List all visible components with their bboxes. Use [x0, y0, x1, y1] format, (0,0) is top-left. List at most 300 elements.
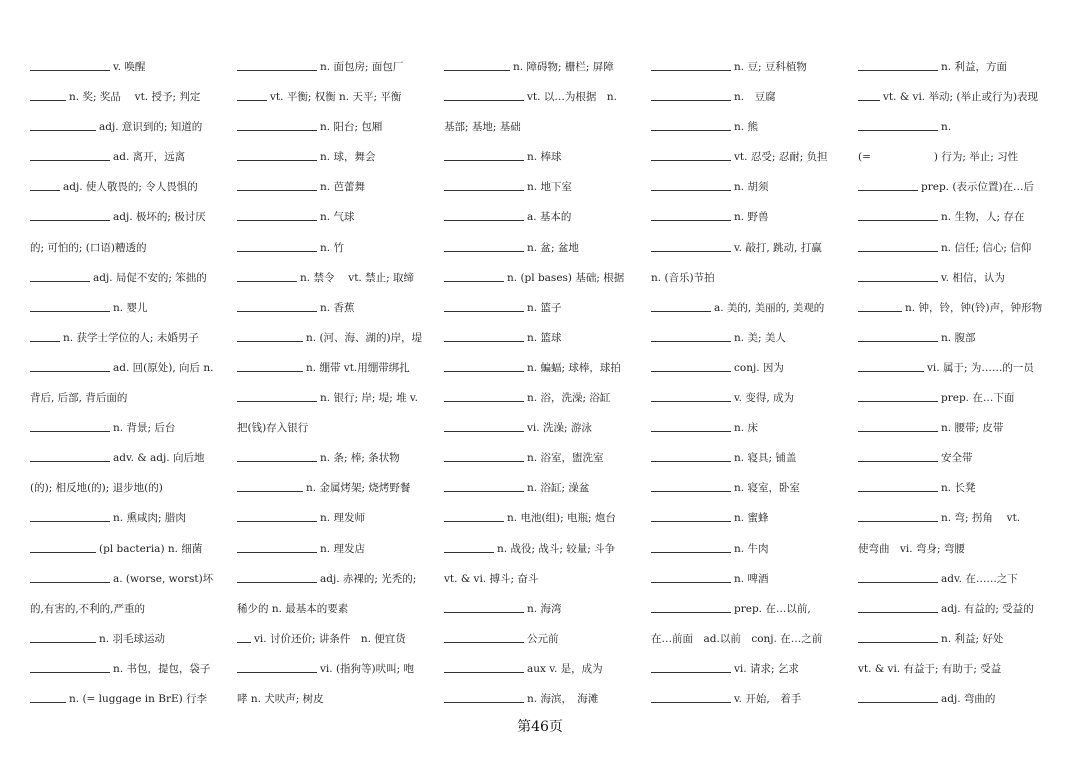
entry-definition: n. 获学士学位的人; 未婚男子 — [63, 331, 199, 344]
answer-blank — [651, 159, 731, 161]
entry-definition: 哮 n. 犬吠声; 树皮 — [237, 692, 324, 705]
entry-definition: vi. 属于; 为……的一员 — [927, 361, 1034, 374]
vocab-entry — [30, 473, 244, 503]
entry-definition: prep. (表示位置)在…后 — [921, 181, 1035, 194]
entry-definition: adj. 使人敬畏的; 令人畏惧的 — [63, 181, 198, 194]
entry-definition: n. 面包房; 面包厂 — [320, 61, 404, 73]
vocab-entry — [651, 534, 865, 564]
vocab-entry — [444, 142, 658, 172]
vocab-entry — [651, 353, 865, 383]
answer-blank — [651, 611, 731, 613]
answer-blank — [444, 280, 504, 282]
answer-blank — [651, 99, 731, 101]
entry-definition: v. 变得, 成为 — [734, 392, 795, 405]
answer-blank — [651, 219, 731, 221]
answer-blank — [651, 340, 731, 342]
vocab-entry — [30, 82, 244, 112]
vocab-entry — [30, 293, 244, 323]
vocab-entry — [237, 624, 451, 654]
vocab-entry — [444, 172, 658, 202]
vocab-entry — [237, 263, 451, 293]
entry-definition: n. (pl bases) 基础; 根据 — [507, 271, 625, 284]
answer-blank — [651, 581, 731, 583]
entry-definition: (pl bacteria) n. 细菌 — [99, 542, 203, 555]
answer-blank — [237, 69, 317, 71]
vocab-entry — [858, 323, 1072, 353]
entry-definition: n. 生物，人; 存在 — [941, 211, 1025, 224]
entry-definition: n. 阳台; 包厢 — [320, 121, 383, 134]
answer-blank — [30, 219, 110, 221]
answer-blank — [858, 99, 880, 101]
answer-blank — [444, 430, 524, 432]
answer-blank — [30, 69, 110, 71]
vocab-entry — [237, 534, 451, 564]
answer-blank — [30, 280, 90, 282]
entry-definition: 基部; 基地; 基础 — [444, 121, 521, 134]
answer-blank — [444, 189, 524, 191]
entry-definition: n. 利益，方面 — [941, 61, 1007, 73]
vocab-entry — [651, 172, 865, 202]
entry-definition: (= ) 行为; 举止; 习性 — [858, 151, 1019, 164]
vocab-entry — [651, 624, 865, 654]
vocab-entry — [30, 503, 244, 533]
answer-blank — [237, 520, 317, 522]
answer-blank — [858, 701, 938, 703]
answer-blank — [444, 671, 524, 673]
answer-blank — [237, 671, 317, 673]
entry-definition: vt. 忍受; 忍耐; 负担 — [734, 151, 828, 164]
vocab-entry — [30, 564, 244, 594]
entry-definition: conj. 因为 — [734, 361, 784, 374]
vocab-entry — [30, 383, 244, 413]
entry-definition: n. 条; 棒; 条状物 — [320, 452, 400, 465]
entry-definition: n. 芭蕾舞 — [320, 181, 365, 194]
vocab-entry — [444, 52, 658, 82]
answer-blank — [651, 310, 711, 312]
vocab-entry — [858, 624, 1072, 654]
entry-definition: n. 牛肉 — [734, 542, 769, 555]
vocab-entry — [651, 503, 865, 533]
vocab-entry — [444, 323, 658, 353]
entry-definition: n. 蜜蜂 — [734, 512, 769, 525]
vocab-entry — [444, 684, 658, 714]
vocab-entry — [651, 323, 865, 353]
entry-definition: 安全带 — [941, 452, 973, 465]
answer-blank — [237, 99, 267, 101]
vocab-entry — [444, 473, 658, 503]
answer-blank — [444, 370, 524, 372]
answer-blank — [444, 701, 524, 703]
entry-definition: vt. & vi. 举动; (举止或行为)表现 — [883, 91, 1039, 104]
answer-blank — [858, 460, 938, 462]
vocab-entry — [237, 82, 451, 112]
entry-definition: n. 信任; 信心; 信仰 — [941, 241, 1032, 254]
answer-blank — [858, 611, 938, 613]
entry-definition: n. 禁令 vt. 禁止; 取缔 — [300, 271, 414, 284]
entry-definition: prep. 在…下面 — [941, 392, 1015, 405]
answer-blank — [30, 430, 110, 432]
answer-blank — [30, 99, 66, 101]
vocab-entry — [444, 383, 658, 413]
answer-blank — [651, 490, 731, 492]
answer-blank — [30, 370, 110, 372]
entry-definition: a. (worse, worst)坏 — [113, 572, 214, 585]
vocab-entry — [444, 293, 658, 323]
vocab-entry — [444, 503, 658, 533]
entry-definition: aux v. 是，成为 — [527, 662, 603, 675]
vocab-entry — [237, 172, 451, 202]
entry-definition: n. 战役; 战斗; 较量; 斗争 — [497, 542, 616, 555]
entry-definition: n. 浴缸; 澡盆 — [527, 482, 590, 495]
vocab-entry — [651, 594, 865, 624]
vocab-entry — [30, 112, 244, 142]
vocab-entry — [444, 413, 658, 443]
vocab-entry — [444, 202, 658, 232]
vocab-entry — [30, 233, 244, 263]
answer-blank — [858, 69, 938, 71]
entry-definition: n. 啤酒 — [734, 572, 769, 585]
entry-definition: n. 盆; 盆地 — [527, 241, 579, 254]
entry-definition: n. 床 — [734, 422, 758, 435]
answer-blank — [30, 581, 110, 583]
vocab-entry — [30, 624, 244, 654]
entry-definition: adj. 极坏的; 极讨厌 — [113, 211, 206, 224]
entry-definition: n. 胡须 — [734, 181, 769, 194]
answer-blank — [858, 400, 938, 402]
entry-definition: n. 棒球 — [527, 151, 562, 164]
answer-blank — [237, 340, 303, 342]
vocab-entry — [858, 142, 1072, 172]
entry-definition: ad. 离开，远离 — [113, 151, 186, 164]
vocab-entry — [237, 654, 451, 684]
entry-definition: n. 蝙蝠; 球棒，球拍 — [527, 361, 621, 374]
entry-definition: v. 唤醒 — [113, 61, 146, 73]
answer-blank — [651, 460, 731, 462]
vocab-entry — [237, 112, 451, 142]
answer-blank — [858, 490, 938, 492]
entry-definition: vt. & vi. 有益于; 有助于; 受益 — [858, 662, 1002, 675]
vocab-entry — [444, 594, 658, 624]
entry-definition: vi. 讨价还价; 讲条件 n. 便宜货 — [254, 632, 406, 645]
entry-definition: adj. 意识到的; 知道的 — [99, 121, 203, 134]
answer-blank — [30, 671, 110, 673]
vocab-entry — [858, 112, 1072, 142]
vocab-column-5 — [858, 52, 1072, 714]
vocab-entry — [651, 473, 865, 503]
entry-definition: vt. 以…为根据 n. — [527, 91, 617, 104]
vocab-entry — [237, 293, 451, 323]
answer-blank — [444, 520, 504, 522]
entry-definition: n. 豆腐 — [734, 91, 776, 104]
vocab-entry — [30, 413, 244, 443]
answer-blank — [30, 701, 66, 703]
entry-definition: n. 海滨， 海滩 — [527, 692, 599, 705]
vocab-entry — [237, 353, 451, 383]
vocab-entry — [237, 503, 451, 533]
answer-blank — [30, 641, 96, 643]
vocab-entry — [858, 202, 1072, 232]
answer-blank — [30, 460, 110, 462]
vocab-entry — [444, 624, 658, 654]
answer-blank — [444, 400, 524, 402]
entry-definition: n. 香蕉 — [320, 301, 355, 314]
entry-definition: n. 障碍物; 栅栏; 屏障 — [513, 61, 614, 73]
vocab-entry — [858, 684, 1072, 714]
vocab-entry — [858, 443, 1072, 473]
answer-blank — [237, 250, 317, 252]
vocab-entry — [651, 82, 865, 112]
answer-blank — [858, 370, 924, 372]
entry-definition: n. (音乐)节拍 — [651, 271, 715, 284]
vocab-entry — [651, 142, 865, 172]
answer-blank — [651, 370, 731, 372]
entry-definition: vt. & vi. 搏斗; 奋斗 — [444, 572, 539, 585]
vocab-entry — [444, 112, 658, 142]
vocab-entry — [30, 534, 244, 564]
vocab-column-2 — [237, 52, 451, 714]
vocab-entry — [858, 564, 1072, 594]
entry-definition: vt. 平衡; 权衡 n. 天平; 平衡 — [270, 91, 402, 104]
entry-definition: n. 腹部 — [941, 331, 976, 344]
vocab-entry — [858, 534, 1072, 564]
vocab-entry — [237, 383, 451, 413]
entry-definition: n. (= luggage in BrE) 行李 — [69, 692, 208, 705]
answer-blank — [444, 340, 524, 342]
entry-definition: n. 婴儿 — [113, 301, 148, 314]
answer-blank — [237, 641, 251, 643]
answer-blank — [30, 520, 110, 522]
vocab-entry — [858, 383, 1072, 413]
vocab-entry — [444, 353, 658, 383]
vocab-entry — [237, 413, 451, 443]
answer-blank — [237, 460, 317, 462]
entry-definition: n. 竹 — [320, 241, 344, 254]
entry-definition: n. 美; 美人 — [734, 331, 786, 344]
vocab-entry — [858, 594, 1072, 624]
entry-definition: n. 书包，提包，袋子 — [113, 662, 211, 675]
vocab-entry — [651, 202, 865, 232]
entry-definition: 公元前 — [527, 632, 559, 645]
vocab-column-4 — [651, 52, 865, 714]
vocab-entry — [651, 684, 865, 714]
page-number: 第46页 — [517, 719, 563, 735]
entry-definition: n. 地下室 — [527, 181, 572, 194]
entry-definition: n. 豆; 豆科植物 — [734, 61, 807, 73]
entry-definition: n. 篮子 — [527, 301, 562, 314]
answer-blank — [858, 189, 918, 191]
answer-blank — [858, 641, 938, 643]
vocab-entry — [237, 233, 451, 263]
vocab-entry — [858, 263, 1072, 293]
vocab-entry — [651, 443, 865, 473]
entry-definition: n. 弯; 拐角 vt. — [941, 512, 1021, 525]
entry-definition: vi. (指狗等)吠叫; 咆 — [320, 662, 415, 675]
entry-definition: n. 奖; 奖品 vt. 授予; 判定 — [69, 91, 201, 104]
answer-blank — [30, 129, 96, 131]
entry-definition: n. 羽毛球运动 — [99, 632, 165, 645]
answer-blank — [651, 189, 731, 191]
vocab-entry — [858, 172, 1072, 202]
entry-definition: n. 浴，洗澡; 浴缸 — [527, 392, 611, 405]
answer-blank — [651, 400, 731, 402]
vocab-entry — [444, 263, 658, 293]
answer-blank — [30, 551, 96, 553]
answer-blank — [237, 551, 317, 553]
vocab-entry — [237, 202, 451, 232]
vocab-entry — [858, 473, 1072, 503]
answer-blank — [444, 490, 524, 492]
answer-blank — [30, 340, 60, 342]
answer-blank — [858, 581, 938, 583]
vocab-entry — [237, 684, 451, 714]
vocab-entry — [237, 473, 451, 503]
answer-blank — [237, 219, 317, 221]
entry-definition: 把(钱)存入银行 — [237, 422, 309, 435]
vocab-entry — [651, 233, 865, 263]
answer-blank — [444, 641, 524, 643]
vocab-entry — [444, 233, 658, 263]
entry-definition: adv. 在……之下 — [941, 572, 1018, 585]
vocab-entry — [651, 413, 865, 443]
vocab-entry — [30, 52, 244, 82]
entry-definition: 使弯曲 vi. 弯身; 弯腰 — [858, 542, 965, 555]
entry-definition: a. 美的, 美丽的, 美观的 — [714, 301, 825, 314]
vocab-entry — [30, 684, 244, 714]
vocab-entry — [858, 353, 1072, 383]
answer-blank — [237, 400, 317, 402]
vocab-entry — [30, 172, 244, 202]
vocab-entry — [858, 293, 1072, 323]
entry-definition: adv. & adj. 向后地 — [113, 452, 205, 465]
answer-blank — [237, 370, 303, 372]
vocab-entry — [651, 654, 865, 684]
vocab-entry — [858, 654, 1072, 684]
entry-definition: n. 腰带; 皮带 — [941, 422, 1004, 435]
entry-definition: n. 野兽 — [734, 211, 769, 224]
entry-definition: n. 金属烤架; 烧烤野餐 — [306, 482, 411, 495]
entry-definition: n. 绷带 vt.用绷带绑扎 — [306, 361, 410, 374]
entry-definition: a. 基本的 — [527, 211, 572, 224]
vocab-entry — [237, 594, 451, 624]
vocab-entry — [237, 443, 451, 473]
entry-definition: n. 气球 — [320, 211, 355, 224]
entry-definition: adj. 局促不安的; 笨拙的 — [93, 271, 207, 284]
answer-blank — [858, 250, 938, 252]
entry-definition: n. 利益; 好处 — [941, 632, 1004, 645]
answer-blank — [30, 159, 110, 161]
vocab-column-3 — [444, 52, 658, 714]
entry-definition: adj. 有益的; 受益的 — [941, 602, 1034, 615]
answer-blank — [858, 310, 902, 312]
entry-definition: v. 相信，认为 — [941, 271, 1005, 284]
entry-definition: n. 海湾 — [527, 602, 562, 615]
answer-blank — [858, 280, 938, 282]
answer-blank — [237, 280, 297, 282]
answer-blank — [237, 189, 317, 191]
answer-blank — [237, 490, 303, 492]
answer-blank — [444, 611, 524, 613]
entry-definition: 的; 可怕的; (口语)糟透的 — [30, 241, 147, 254]
entry-definition: n. (河、海、湖的)岸，堤 — [306, 331, 423, 344]
entry-definition: vi. 洗澡; 游泳 — [527, 422, 592, 435]
vocab-entry — [30, 142, 244, 172]
answer-blank — [858, 129, 938, 131]
vocab-entry — [30, 353, 244, 383]
vocab-entry — [237, 142, 451, 172]
answer-blank — [651, 671, 731, 673]
vocab-entry — [237, 564, 451, 594]
vocab-entry — [651, 564, 865, 594]
answer-blank — [237, 310, 317, 312]
vocab-entry — [444, 564, 658, 594]
entry-definition: prep. 在…以前, — [734, 602, 811, 615]
entry-definition: v. 敲打, 跳动, 打赢 — [734, 241, 822, 254]
answer-blank — [651, 701, 731, 703]
answer-blank — [444, 219, 524, 221]
entry-definition: vi. 请求; 乞求 — [734, 662, 799, 675]
answer-blank — [30, 310, 110, 312]
answer-blank — [651, 551, 731, 553]
answer-blank — [444, 69, 510, 71]
answer-blank — [858, 219, 938, 221]
answer-blank — [237, 159, 317, 161]
vocab-entry — [858, 82, 1072, 112]
entry-definition: n. 理发师 — [320, 512, 365, 525]
entry-definition: n. 寝室，卧室 — [734, 482, 800, 495]
entry-definition: n. 球，舞会 — [320, 151, 376, 164]
entry-definition: n. 银行; 岸; 堤; 堆 v. — [320, 392, 418, 405]
entry-definition: n. 寝具; 铺盖 — [734, 452, 797, 465]
vocab-entry — [444, 82, 658, 112]
entry-definition: adj. 弯曲的 — [941, 692, 996, 705]
entry-definition: n. — [941, 121, 952, 134]
entry-definition: n. 长凳 — [941, 482, 976, 495]
vocab-entry — [30, 594, 244, 624]
entry-definition: adj. 赤裸的; 光秃的; — [320, 572, 417, 585]
vocab-entry — [651, 293, 865, 323]
vocab-entry — [30, 323, 244, 353]
vocab-entry — [30, 443, 244, 473]
vocab-entry — [30, 202, 244, 232]
vocab-entry — [858, 52, 1072, 82]
answer-blank — [237, 581, 317, 583]
answer-blank — [444, 460, 524, 462]
vocab-entry — [237, 323, 451, 353]
answer-blank — [444, 310, 524, 312]
answer-blank — [651, 69, 731, 71]
answer-blank — [651, 430, 731, 432]
entry-definition: 稀少的 n. 最基本的要素 — [237, 602, 349, 615]
vocab-entry — [651, 383, 865, 413]
answer-blank — [237, 129, 317, 131]
vocab-column-1 — [30, 52, 244, 714]
vocab-entry — [444, 654, 658, 684]
vocab-entry — [444, 534, 658, 564]
answer-blank — [651, 129, 731, 131]
entry-definition: n. 背景; 后台 — [113, 422, 176, 435]
entry-definition: 在…前面 ad.以前 conj. 在…之前 — [651, 632, 823, 645]
answer-blank — [651, 520, 731, 522]
entry-definition: n. 理发店 — [320, 542, 365, 555]
entry-definition: v. 开始, 着手 — [734, 692, 802, 705]
entry-definition: (的); 相反地(的); 退步地(的) — [30, 482, 163, 495]
answer-blank — [858, 340, 938, 342]
entry-definition: 背后, 后部, 背后面的 — [30, 392, 128, 405]
answer-blank — [30, 189, 60, 191]
vocab-entry — [858, 413, 1072, 443]
vocab-entry — [444, 443, 658, 473]
vocab-entry — [858, 503, 1072, 533]
